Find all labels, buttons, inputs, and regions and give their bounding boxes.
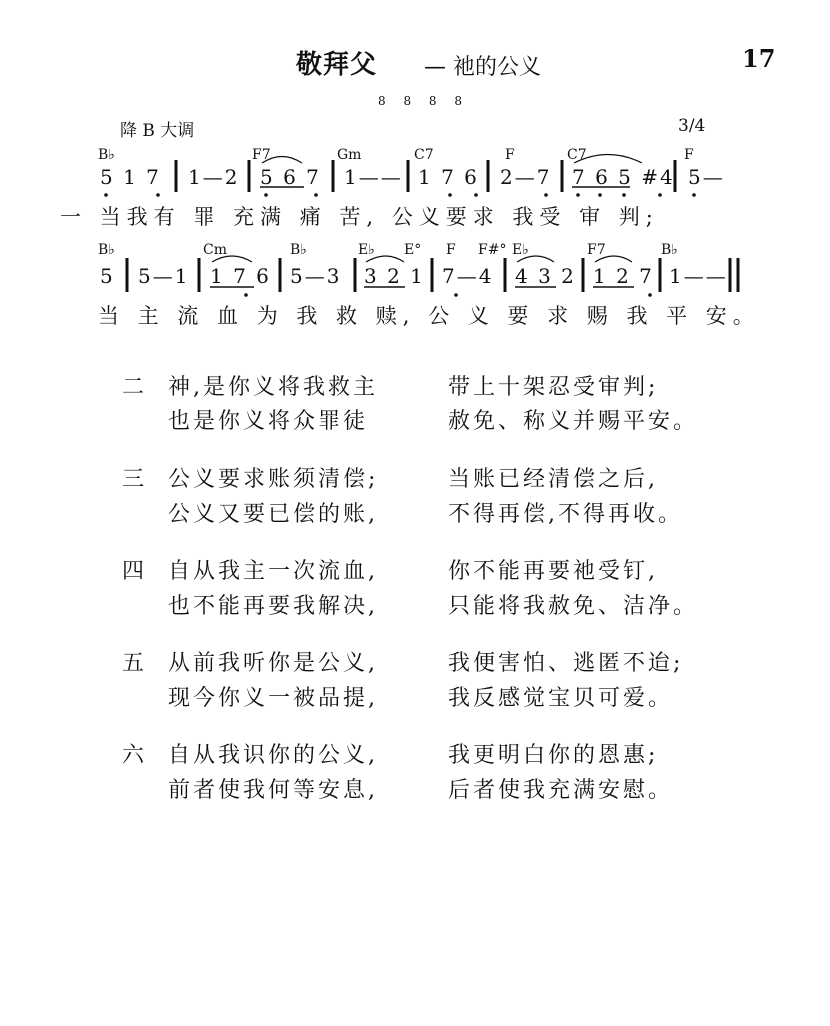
verse-line: 带上十架忍受审判;: [448, 375, 659, 400]
verse-line: 不得再偿,不得再收。: [448, 502, 683, 527]
chord: B♭: [290, 242, 307, 258]
verse-line: 我反感觉宝贝可爱。: [448, 686, 674, 711]
chord: Cm: [203, 242, 227, 258]
slur: [212, 256, 252, 262]
measure: 1——: [344, 165, 403, 189]
verse-line: 我便害怕、逃匿不迨;: [448, 651, 684, 676]
chord: F7: [252, 147, 271, 163]
verse-line: 前者使我何等安息,: [168, 778, 378, 803]
measure: 7 6 5 #4: [572, 165, 675, 189]
time-signature: 3/4: [678, 116, 706, 136]
chord: F#°: [478, 242, 507, 258]
verse-number: 四: [122, 559, 145, 584]
measure: 2—7: [500, 165, 552, 189]
verse-line: 后者使我充满安慰。: [448, 778, 674, 803]
measure: 1 2 7: [593, 264, 654, 288]
chord: B♭: [98, 242, 115, 258]
measure: 5: [100, 264, 115, 288]
measure: 5—1: [138, 264, 190, 288]
measure: 1——: [669, 264, 728, 288]
chord: C7: [567, 147, 587, 163]
chord: F: [684, 147, 694, 163]
chord: F: [505, 147, 515, 163]
chord: F7: [587, 242, 606, 258]
verse-line: 现今你义一被品提,: [168, 686, 378, 711]
meter: 8 8 8 8: [378, 94, 469, 108]
chord: E♭: [512, 242, 529, 258]
chord: B♭: [98, 147, 115, 163]
hymn-subtitle: — 祂的公义: [424, 55, 541, 80]
octave-dot: [648, 293, 652, 297]
verse-line: 公义又要已偿的账,: [168, 502, 378, 527]
verse-line: 也不能再要我解决,: [168, 594, 378, 619]
measure: 1 7 6: [210, 264, 271, 288]
music-line-2-marks: [0, 0, 830, 320]
octave-dot: [454, 293, 458, 297]
verse-line: 从前我听你是公义,: [168, 651, 378, 676]
verse-line: 自从我主一次流血,: [168, 559, 378, 584]
measure: 5 6 7: [260, 165, 321, 189]
chord: B♭: [661, 242, 678, 258]
chord: E♭: [358, 242, 375, 258]
octave-dot: [244, 293, 248, 297]
measure: 5—3: [290, 264, 342, 288]
slur: [595, 256, 632, 262]
measure: 1 7 6: [418, 165, 479, 189]
verse-line: 当账已经清偿之后,: [448, 467, 658, 492]
chord: F: [446, 242, 456, 258]
hymn-number: 17: [742, 44, 776, 73]
verse-line: 公义要求账须清偿;: [168, 467, 379, 492]
verse-line: 你不能再要祂受钉,: [448, 559, 658, 584]
measure: 5 1 7: [100, 165, 161, 189]
verse-line: 神,是你义将我救主: [168, 375, 378, 400]
chord: E°: [404, 242, 422, 258]
verse-line: 赦免、称义并赐平安。: [448, 409, 699, 434]
verse-line: 也是你义将众罪徒: [168, 409, 369, 434]
lyric-line: 一 当我有 罪 充满 痛 苦, 公义要求 我受 审 判;: [60, 205, 659, 229]
lyric-line: 当 主 流 血 为 我 救 赎, 公 义 要 求 赐 我 平 安。: [98, 304, 760, 328]
hymn-title: 敬拜父: [296, 50, 378, 80]
verse-number: 六: [122, 743, 145, 768]
measure: 3 2 1: [364, 264, 425, 288]
verse-line: 自从我识你的公义,: [168, 743, 378, 768]
verse-number: 二: [122, 375, 145, 400]
chord: Gm: [337, 147, 362, 163]
key-signature: 降 B 大调: [120, 121, 195, 141]
measure: 5—: [688, 165, 725, 189]
chord: C7: [414, 147, 434, 163]
measure: 7—4: [442, 264, 494, 288]
verse-line: 只能将我赦免、洁净。: [448, 594, 699, 619]
slur: [517, 256, 554, 262]
verse-line: 我更明白你的恩惠;: [448, 743, 659, 768]
measure: 1—2: [188, 165, 240, 189]
verse-number: 五: [122, 651, 145, 676]
measure: 4 3 2: [515, 264, 576, 288]
verse-number: 三: [122, 467, 145, 492]
slur: [366, 256, 404, 262]
